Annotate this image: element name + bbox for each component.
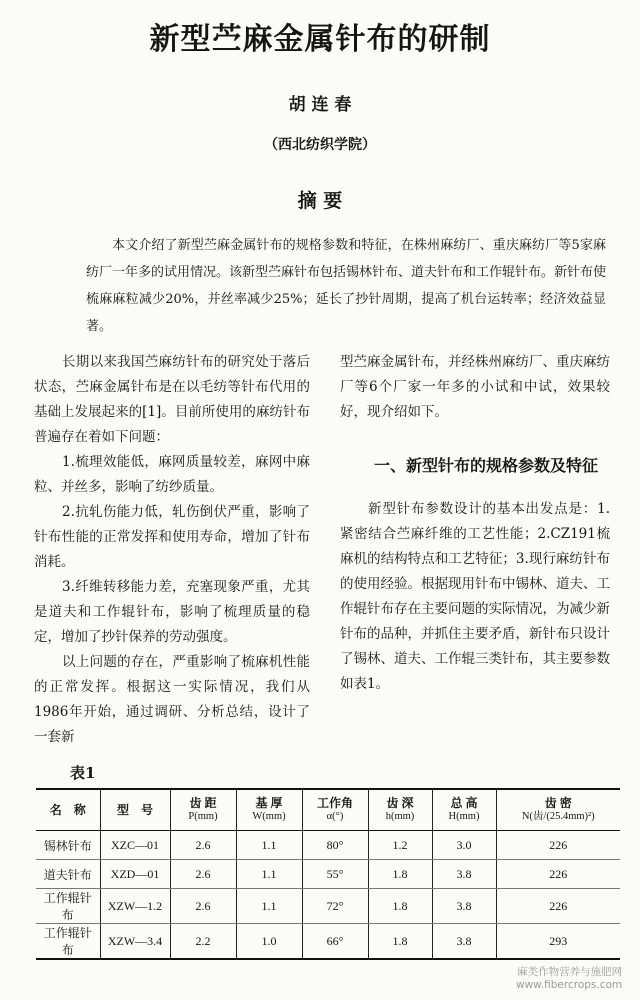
- table-cell: 226: [496, 889, 620, 924]
- abstract-heading: 摘 要: [297, 190, 343, 212]
- table-cell: 2.6: [170, 860, 236, 889]
- table-header-cell: 总 高 H(mm): [432, 789, 496, 831]
- table-cell: 2.6: [170, 831, 236, 860]
- table-cell: 72°: [302, 889, 368, 924]
- table-cell: 66°: [302, 924, 368, 960]
- table-header-cell: 工作角 α(°): [302, 789, 368, 831]
- table-row: [36, 889, 620, 924]
- table-cell: 3.8: [432, 860, 496, 889]
- site-watermark: [516, 966, 622, 992]
- body-paragraph: 2.抗轧伤能力低，轧伤倒伏严重，影响了针布性能的正常发挥和使用寿命，增加了针布消耗。: [34, 504, 310, 570]
- author-name: 胡 连 春: [288, 95, 352, 115]
- watermark-line: www.fibercrops.com: [516, 979, 623, 991]
- affiliation: （西北纺织学院）: [264, 137, 376, 153]
- table-cell: 3.8: [432, 924, 496, 960]
- table-cell: XZW—1.2: [100, 889, 170, 924]
- table-cell: 80°: [302, 831, 368, 860]
- body-paragraph: 新型针布参数设计的基本出发点是：1.紧密结合苎麻纤维的工艺性能；2.CZ191梳麻机的结构特点和工艺特征；3.现行麻纺针布的使用经验。根据现用针布中锡林、道夫、工作辊针布存在主要问题的实际情况，为减少新针布的品种，并抓住主要矛盾，新针布只设计了锡林、道夫、工作辊三类针布，其主要参数如表1。: [340, 501, 610, 692]
- parameter-table: [36, 788, 620, 960]
- table-cell: 55°: [302, 860, 368, 889]
- watermark-line: 麻类作物营养与施肥网: [517, 966, 623, 978]
- table-cell: XZW—3.4: [100, 924, 170, 960]
- table-cell: 1.1: [236, 831, 302, 860]
- table-header-cell: 齿 深 h(mm): [368, 789, 432, 831]
- table-cell: XZD—01: [100, 860, 170, 889]
- table-cell: 226: [496, 860, 620, 889]
- table-cell: 2.2: [170, 924, 236, 960]
- table-cell: 3.8: [432, 889, 496, 924]
- table-label: 表1: [70, 764, 96, 782]
- table-header-cell: 名 称: [36, 789, 100, 831]
- table-cell: 1.8: [368, 889, 432, 924]
- table-cell: 2.6: [170, 889, 236, 924]
- table-cell: 工作辊针布: [36, 924, 100, 960]
- paper-title: 新型苎麻金属针布的研制: [149, 22, 491, 57]
- table-cell: 1.0: [236, 924, 302, 960]
- section-heading: 一、新型针布的规格参数及特征: [374, 456, 599, 475]
- table-cell: 293: [496, 924, 620, 960]
- table-cell: XZC—01: [100, 831, 170, 860]
- body-paragraph: 型苎麻金属针布，并经株州麻纺厂、重庆麻纺厂等6个厂家一年多的小试和中试，效果较好，现介绍如下。: [340, 354, 610, 420]
- table-row: [36, 860, 620, 889]
- table-header-cell: 齿 距 P(mm): [170, 789, 236, 831]
- table-cell: 1.1: [236, 860, 302, 889]
- body-paragraph: 1.梳理效能低，麻网质量较差，麻网中麻粒、并丝多，影响了纺纱质量。: [34, 454, 310, 495]
- table-cell: 道夫针布: [36, 860, 100, 889]
- body-right-column: [340, 350, 610, 697]
- table-cell: 226: [496, 831, 620, 860]
- table-cell: 锡林针布: [36, 831, 100, 860]
- table-row: [36, 924, 620, 960]
- table-header-cell: 型 号: [100, 789, 170, 831]
- body-paragraph: 3.纤维转移能力差，充塞现象严重，尤其是道夫和工作辊针布，影响了梳理质量的稳定，增加了抄针保养的劳动强度。: [34, 579, 310, 645]
- table-cell: 1.2: [368, 831, 432, 860]
- table-header-cell: 齿 密 N(齿/(25.4mm)²): [496, 789, 620, 831]
- abstract-text: 本文介绍了新型苎麻金属针布的规格参数和特征，在株州麻纺厂、重庆麻纺厂等5家麻纺厂一年多的试用情况。该新型苎麻针布包括锡林针布、道夫针布和工作辊针布。新针布使梳麻麻粒减少20%，并丝率减少25%；延长了抄针周期，提高了机台运转率；经济效益显著。: [86, 238, 607, 334]
- table-cell: 1.8: [368, 860, 432, 889]
- table-cell: 工作辊针布: [36, 889, 100, 924]
- table-header-cell: 基 厚 W(mm): [236, 789, 302, 831]
- table-cell: 1.8: [368, 924, 432, 960]
- table-header-row: [36, 789, 620, 831]
- table-cell: 1.1: [236, 889, 302, 924]
- table-cell: 3.0: [432, 831, 496, 860]
- body-left-column: [34, 350, 310, 750]
- body-paragraph: 长期以来我国苎麻纺针布的研究处于落后状态，苎麻金属针布是在以毛纺等针布代用的基础上发展起来的[1]。目前所使用的麻纺针布普遍存在着如下问题：: [34, 354, 310, 445]
- table-row: [36, 831, 620, 860]
- body-paragraph: 以上问题的存在，严重影响了梳麻机性能的正常发挥。根据这一实际情况，我们从1986年开始，通过调研、分析总结，设计了一套新: [34, 654, 310, 745]
